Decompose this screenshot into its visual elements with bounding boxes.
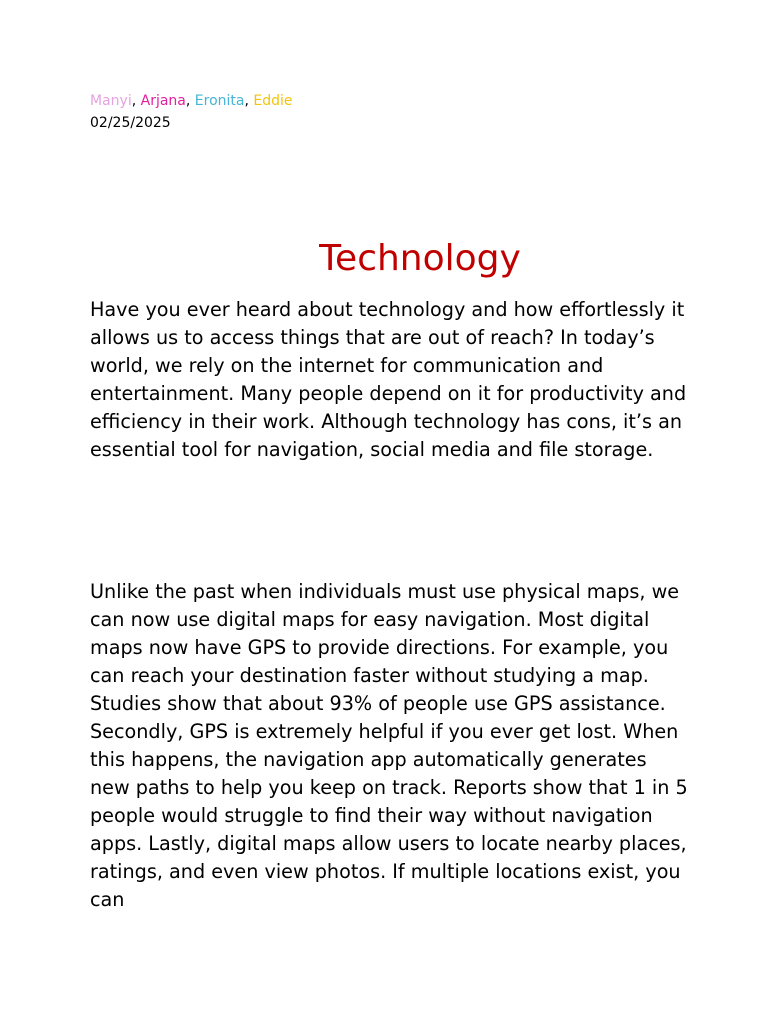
author-name: Eronita [194,93,245,109]
author-separator: , [131,93,141,109]
author-name: Manyi [90,93,132,109]
author-name: Eddie [253,93,293,109]
author-separator: , [185,93,195,109]
author-separator: , [244,93,254,109]
document-title: Technology [319,238,521,279]
document-date: 02/25/2025 [90,115,171,131]
author-list [90,92,293,111]
body-paragraph: Unlike the past when individuals must use physical maps, we can now use digital maps for easy navigation. Most digital maps now have GPS to provide directions. For example, you can reach your destination faster without studying a map. Studies show that about 93% of people use GPS assistance. Secondly, GPS is extremely helpful if you ever get lost. When this happens, the navigation app automatically generates new paths to help you keep on track. Reports show that 1 in 5 people would struggle to find their way without navigation apps. Lastly, digital maps allow users to locate nearby places, ratings, and even view photos. If multiple locations exist, you can [90,580,688,911]
body-paragraph: Have you ever heard about technology and how effortlessly it allows us to access things that are out of reach? In today’s world, we rely on the internet for communication and entertainment. Many people depend on it for productivity and efficiency in their work. Although technology has cons, it’s an essential tool for navigation, social media and file storage. [90,298,687,461]
author-name: Arjana [140,93,186,109]
